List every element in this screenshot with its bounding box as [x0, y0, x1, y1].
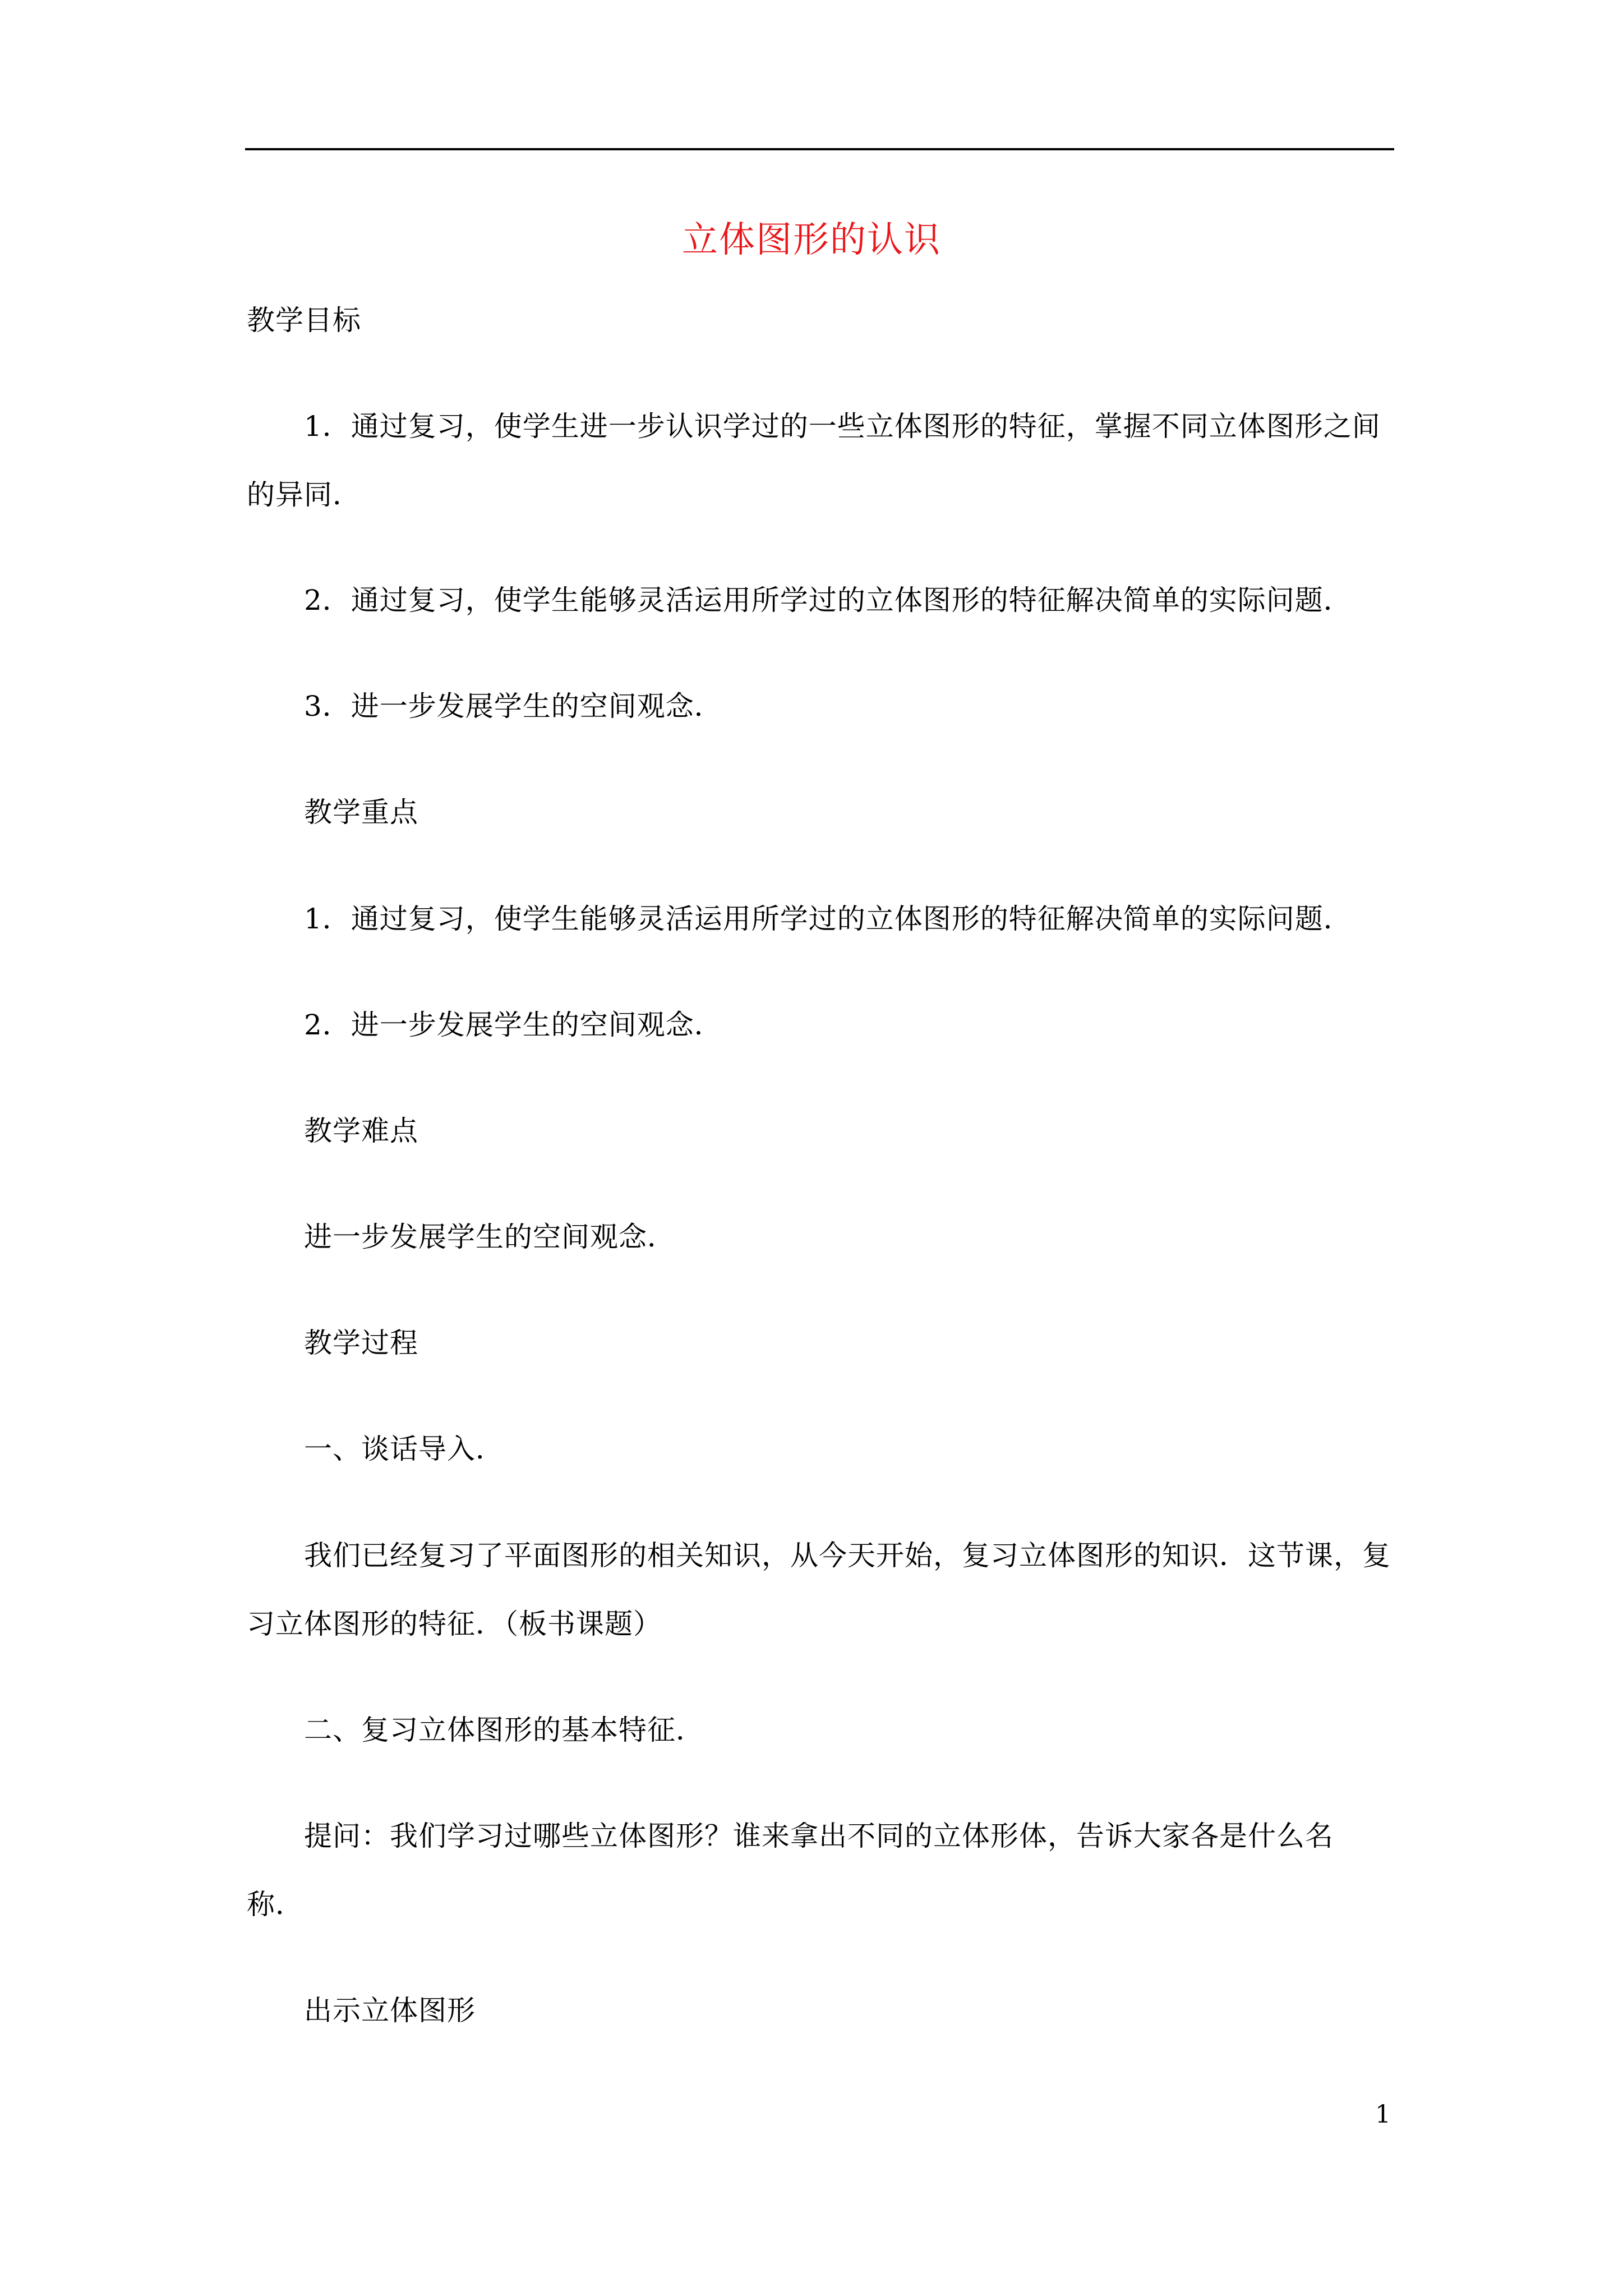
header-rule — [245, 148, 1394, 150]
page-number: 1 — [1375, 2100, 1391, 2129]
paragraph-line: 2．通过复习，使学生能够灵活运用所学过的立体图形的特征解决简单的实际问题． — [304, 584, 1352, 616]
paragraph-line: 习立体图形的特征．（板书课题） — [247, 1608, 662, 1640]
paragraph-line: 2．进一步发展学生的空间观念． — [304, 1009, 723, 1041]
paragraph-line: 二、复习立体图形的基本特征． — [304, 1714, 704, 1746]
paragraph-line: 1．通过复习，使学生能够灵活运用所学过的立体图形的特征解决简单的实际问题． — [304, 903, 1352, 935]
document-title: 立体图形的认识 — [682, 219, 941, 261]
paragraph-line: 的异同． — [247, 478, 361, 511]
paragraph-line: 我们已经复习了平面图形的相关知识，从今天开始，复习立体图形的知识．这节课，复 — [304, 1539, 1391, 1572]
paragraph-line: 提问：我们学习过哪些立体图形？谁来拿出不同的立体形体，告诉大家各是什么名 — [304, 1820, 1334, 1852]
paragraph-line: 3．进一步发展学生的空间观念． — [304, 690, 723, 723]
section-heading-process: 教学过程 — [304, 1327, 418, 1359]
paragraph-line: 出示立体图形 — [304, 1994, 476, 2027]
paragraph-line: 1．通过复习，使学生进一步认识学过的一些立体图形的特征，掌握不同立体图形之间 — [304, 410, 1381, 443]
paragraph-line: 进一步发展学生的空间观念． — [304, 1221, 676, 1253]
paragraph-line: 一、谈话导入． — [304, 1433, 504, 1465]
section-heading-difficulties: 教学难点 — [304, 1115, 418, 1147]
section-heading-objectives: 教学目标 — [247, 304, 361, 337]
section-heading-key-points: 教学重点 — [304, 796, 418, 829]
paragraph-line: 称． — [247, 1888, 304, 1921]
